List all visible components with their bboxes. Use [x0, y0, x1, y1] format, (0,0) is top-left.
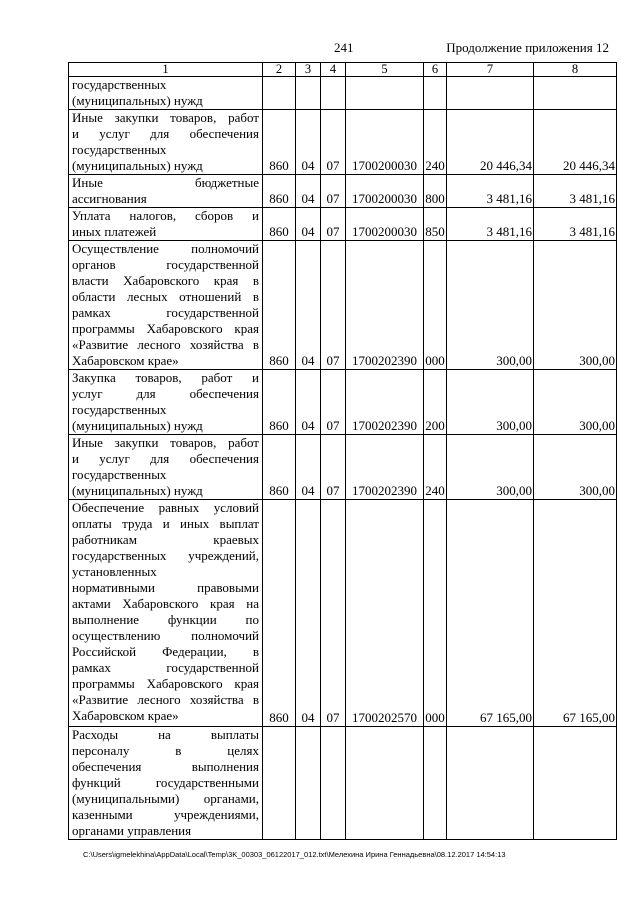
- target-article-code: 1700202390: [346, 370, 424, 435]
- description-line: Закупка товаров, работ и: [72, 370, 259, 385]
- amount-value: 20 446,34: [447, 110, 534, 175]
- amount-value: [447, 727, 534, 840]
- target-article-code: [346, 727, 424, 840]
- chapter-code: 860: [263, 435, 296, 500]
- section-code: 04: [296, 370, 321, 435]
- description-line: органов государственной: [72, 257, 259, 272]
- amount-value: 3 481,16: [447, 208, 534, 241]
- description-line: рамках государственной: [72, 660, 259, 675]
- description-line: Осуществление полномочий: [72, 241, 259, 256]
- description-line: казенными учреждениями,: [72, 807, 259, 822]
- target-article-code: 1700200030: [346, 175, 424, 208]
- subsection-code: 07: [321, 208, 346, 241]
- chapter-code: 860: [263, 110, 296, 175]
- expense-description: [69, 208, 263, 241]
- description-line: выполнение функции по: [72, 612, 259, 627]
- table-row: [69, 727, 617, 840]
- description-line: государственных: [72, 402, 167, 417]
- target-article-code: 1700202390: [346, 435, 424, 500]
- description-line: Российской Федерации, в: [72, 644, 259, 659]
- amount-value-total: 3 481,16: [534, 208, 617, 241]
- description-line: программы Хабаровского края: [72, 676, 259, 691]
- description-line: ассигнования: [72, 191, 147, 206]
- description-line: государственных: [72, 77, 167, 92]
- amount-value-total: 300,00: [534, 370, 617, 435]
- column-number: 7: [447, 63, 534, 77]
- expense-type-code: 000: [424, 241, 447, 370]
- amount-value-total: 300,00: [534, 241, 617, 370]
- amount-value: 3 481,16: [447, 175, 534, 208]
- description-line: иных платежей: [72, 224, 157, 239]
- target-article-code: 1700202390: [346, 241, 424, 370]
- column-number: 5: [346, 63, 424, 77]
- column-number: 4: [321, 63, 346, 77]
- description-line: (муниципальных) нужд: [72, 483, 203, 498]
- section-code: 04: [296, 241, 321, 370]
- table-row: [69, 500, 617, 727]
- amount-value: 300,00: [447, 241, 534, 370]
- description-line: Иные закупки товаров, работ: [72, 435, 259, 450]
- column-number: 8: [534, 63, 617, 77]
- expense-type-code: [424, 727, 447, 840]
- description-line: «Развитие лесного хозяйства в: [72, 692, 259, 707]
- amount-value: 300,00: [447, 370, 534, 435]
- target-article-code: [346, 77, 424, 110]
- subsection-code: 07: [321, 500, 346, 727]
- expense-description: [69, 435, 263, 500]
- expense-type-code: [424, 77, 447, 110]
- description-line: Расходы на выплаты: [72, 727, 259, 742]
- column-number: 3: [296, 63, 321, 77]
- expense-type-code: 200: [424, 370, 447, 435]
- expense-type-code: 240: [424, 435, 447, 500]
- expense-type-code: 000: [424, 500, 447, 727]
- description-line: (муниципальными) органами,: [72, 791, 259, 806]
- description-line: Обеспечение равных условий: [72, 500, 259, 515]
- description-line: функций государственными: [72, 775, 259, 790]
- chapter-code: 860: [263, 175, 296, 208]
- column-number: 2: [263, 63, 296, 77]
- amount-value: 67 165,00: [447, 500, 534, 727]
- description-line: осуществлению полномочий: [72, 628, 259, 643]
- description-line: Иные бюджетные: [72, 175, 259, 190]
- expense-description: [69, 370, 263, 435]
- table-body: [69, 63, 617, 840]
- subsection-code: [321, 727, 346, 840]
- expense-description: [69, 500, 263, 727]
- table-row: [69, 208, 617, 241]
- amount-value-total: 3 481,16: [534, 175, 617, 208]
- table-row: [69, 370, 617, 435]
- description-line: Хабаровском крае»: [72, 708, 179, 723]
- description-line: и услуг для обеспечения: [72, 451, 259, 466]
- description-line: Иные закупки товаров, работ: [72, 110, 259, 125]
- expense-description: [69, 175, 263, 208]
- description-line: актами Хабаровского края на: [72, 596, 259, 611]
- description-line: работникам краевых: [72, 532, 259, 547]
- column-number: 1: [69, 63, 263, 77]
- table-row: [69, 435, 617, 500]
- amount-value-total: [534, 77, 617, 110]
- expense-description: [69, 110, 263, 175]
- subsection-code: 07: [321, 241, 346, 370]
- expense-type-code: 850: [424, 208, 447, 241]
- description-line: услуг для обеспечения: [72, 386, 259, 401]
- expense-description: [69, 241, 263, 370]
- description-line: государственных: [72, 142, 167, 157]
- subsection-code: 07: [321, 110, 346, 175]
- table-row: [69, 175, 617, 208]
- expense-description: [69, 727, 263, 840]
- section-code: [296, 77, 321, 110]
- amount-value-total: [534, 727, 617, 840]
- target-article-code: 1700200030: [346, 110, 424, 175]
- expense-type-code: 800: [424, 175, 447, 208]
- description-line: установленных: [72, 564, 157, 579]
- expense-type-code: 240: [424, 110, 447, 175]
- description-line: нормативными правовыми: [72, 580, 259, 595]
- table-row: [69, 77, 617, 110]
- section-code: 04: [296, 500, 321, 727]
- section-code: 04: [296, 110, 321, 175]
- continuation-label: Продолжение приложения 12: [446, 40, 609, 55]
- chapter-code: 860: [263, 370, 296, 435]
- description-line: оплаты труда и иных выплат: [72, 516, 259, 531]
- description-line: государственных: [72, 467, 167, 482]
- table-row: [69, 110, 617, 175]
- budget-table: [68, 62, 617, 840]
- description-line: органами управления: [72, 823, 192, 838]
- description-line: власти Хабаровского края в: [72, 273, 259, 288]
- page-header: [0, 40, 640, 60]
- description-line: (муниципальных) нужд: [72, 418, 203, 433]
- table-row: [69, 241, 617, 370]
- description-line: (муниципальных) нужд: [72, 93, 203, 108]
- amount-value: 300,00: [447, 435, 534, 500]
- description-line: (муниципальных) нужд: [72, 158, 203, 173]
- subsection-code: 07: [321, 370, 346, 435]
- section-code: 04: [296, 208, 321, 241]
- description-line: персоналу в целях: [72, 743, 259, 758]
- description-line: области лесных отношений в: [72, 289, 259, 304]
- subsection-code: 07: [321, 435, 346, 500]
- subsection-code: 07: [321, 175, 346, 208]
- description-line: Уплата налогов, сборов и: [72, 208, 259, 223]
- section-code: 04: [296, 175, 321, 208]
- chapter-code: 860: [263, 500, 296, 727]
- chapter-code: 860: [263, 241, 296, 370]
- description-line: рамках государственной: [72, 305, 259, 320]
- target-article-code: 1700200030: [346, 208, 424, 241]
- description-line: «Развитие лесного хозяйства в: [72, 337, 259, 352]
- section-code: 04: [296, 435, 321, 500]
- amount-value-total: 20 446,34: [534, 110, 617, 175]
- subsection-code: [321, 77, 346, 110]
- description-line: государственных учреждений,: [72, 548, 259, 563]
- section-code: [296, 727, 321, 840]
- description-line: обеспечения выполнения: [72, 759, 259, 774]
- description-line: и услуг для обеспечения: [72, 126, 259, 141]
- chapter-code: 860: [263, 208, 296, 241]
- description-line: Хабаровском крае»: [72, 353, 179, 368]
- column-number: 6: [424, 63, 447, 77]
- chapter-code: [263, 77, 296, 110]
- page-number: 241: [334, 40, 354, 55]
- amount-value: [447, 77, 534, 110]
- target-article-code: 1700202570: [346, 500, 424, 727]
- chapter-code: [263, 727, 296, 840]
- column-number-row: [69, 63, 617, 77]
- file-path-footer: C:\Users\igmelekhina\AppData\Local\Temp\3K_00303_06122017_012.txt\Мелехина Ирина Геннадьевна\08.12.2017 14:54:13: [83, 850, 506, 859]
- amount-value-total: 67 165,00: [534, 500, 617, 727]
- amount-value-total: 300,00: [534, 435, 617, 500]
- expense-description: [69, 77, 263, 110]
- description-line: программы Хабаровского края: [72, 321, 259, 336]
